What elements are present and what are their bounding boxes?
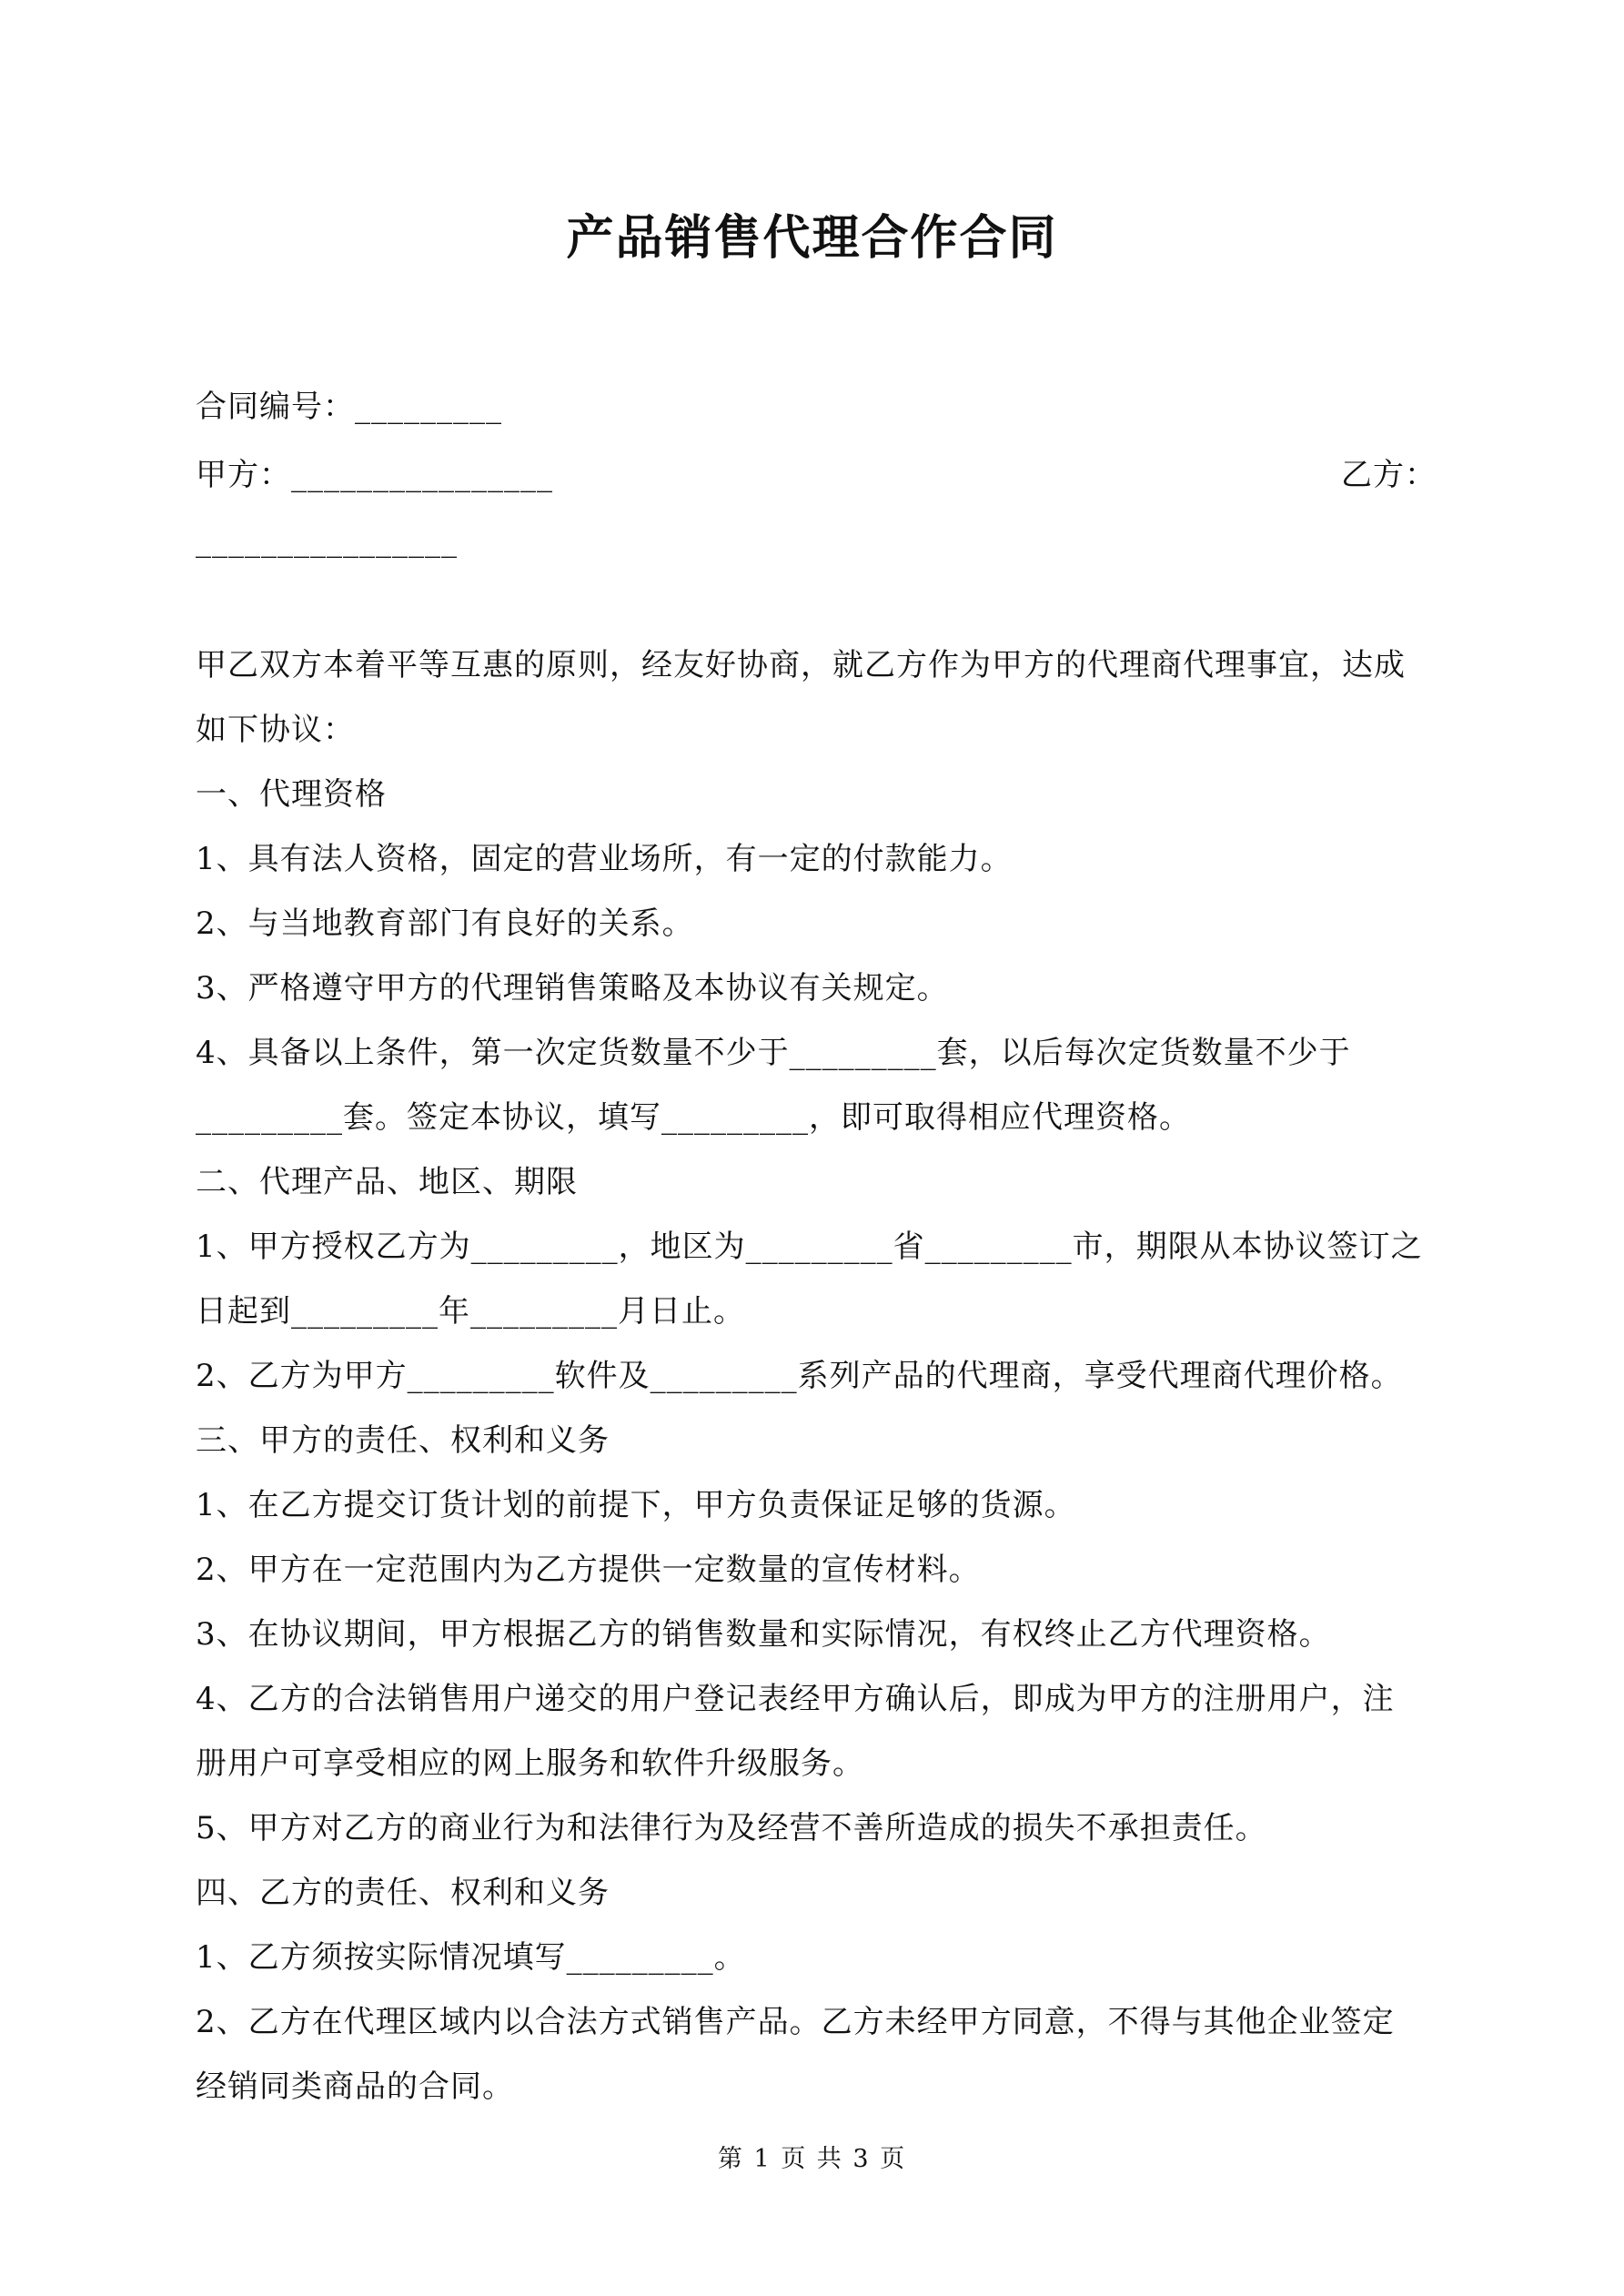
body-line: 3、严格遵守甲方的代理销售策略及本协议有关规定。 — [196, 970, 949, 1006]
body-line: 4、乙方的合法销售用户递交的用户登记表经甲方确认后，即成为甲方的注册用户，注 — [196, 1681, 1395, 1717]
party-b-blank: ________________ — [196, 522, 458, 559]
page-footer: 第 1 页 共 3 页 — [717, 2145, 907, 2173]
body-line: 3、在协议期间，甲方根据乙方的销售数量和实际情况，有权终止乙方代理资格。 — [196, 1616, 1331, 1653]
section-heading: 二、代理产品、地区、期限 — [196, 1164, 578, 1200]
body-line: 4、具备以上条件，第一次定货数量不少于_________套，以后每次定货数量不少于 — [196, 1035, 1351, 1071]
party-a: 甲方：________________ — [196, 457, 553, 493]
body-line: 甲乙双方本着平等互惠的原则，经友好协商，就乙方作为甲方的代理商代理事宜，达成 — [196, 647, 1406, 683]
section-heading: 一、代理资格 — [196, 776, 387, 813]
body-line: 5、甲方对乙方的商业行为和法律行为及经营不善所造成的损失不承担责任。 — [196, 1810, 1267, 1846]
body-line: 册用户可享受相应的网上服务和软件升级服务。 — [196, 1745, 864, 1782]
body-line: 1、乙方须按实际情况填写_________。 — [196, 1939, 746, 1976]
body-line: 如下协议： — [196, 712, 355, 748]
body-line: 2、甲方在一定范围内为乙方提供一定数量的宣传材料。 — [196, 1552, 981, 1588]
body-line: 经销同类商品的合同。 — [196, 2068, 514, 2105]
body-line: 1、甲方授权乙方为_________，地区为_________省_________市，期限从本协议签订之 — [196, 1229, 1423, 1265]
body-line: 2、乙方在代理区域内以合法方式销售产品。乙方未经甲方同意，不得与其他企业签定 — [196, 2004, 1395, 2040]
body-line: 1、在乙方提交订货计划的前提下，甲方负责保证足够的货源。 — [196, 1487, 1076, 1523]
section-heading: 三、甲方的责任、权利和义务 — [196, 1422, 610, 1459]
body-line: 日起到_________年_________月日止。 — [196, 1293, 745, 1330]
body-line: 2、乙方为甲方_________软件及_________系列产品的代理商，享受代理商代理价格。 — [196, 1358, 1403, 1394]
section-heading: 四、乙方的责任、权利和义务 — [196, 1875, 610, 1911]
body-line: 2、与当地教育部门有良好的关系。 — [196, 905, 694, 942]
party-b-label: 乙方： — [1341, 457, 1437, 493]
contract-number: 合同编号：_________ — [196, 389, 502, 425]
body-line: _________套。签定本协议，填写_________，即可取得相应代理资格。 — [196, 1099, 1191, 1136]
body-line: 1、具有法人资格，固定的营业场所，有一定的付款能力。 — [196, 841, 1013, 877]
document-title: 产品销售代理合作合同 — [566, 211, 1058, 266]
